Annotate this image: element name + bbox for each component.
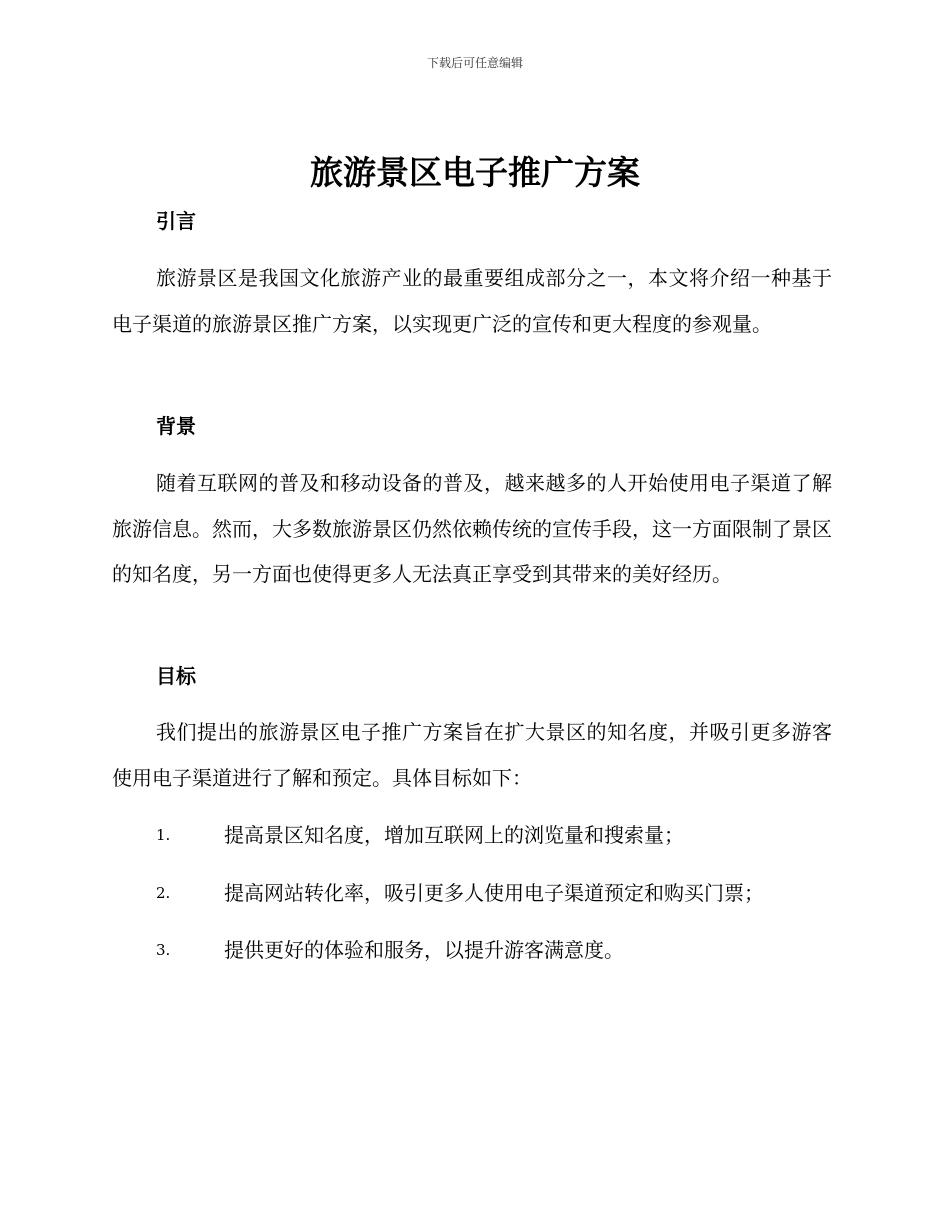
list-item-number: 2. [156, 883, 171, 902]
document-title: 旅游景区电子推广方案 [310, 153, 640, 192]
section-heading-background: 背景 [156, 414, 196, 438]
section-heading-intro: 引言 [156, 209, 196, 233]
list-item [112, 935, 832, 993]
list-item-text: 提高网站转化率，吸引更多人使用电子渠道预定和购买门票； [224, 880, 764, 905]
section-heading-goals: 目标 [156, 664, 196, 688]
header-note: 下载后可任意编辑 [426, 56, 523, 70]
list-item-text: 提高景区知名度，增加互联网上的浏览量和搜索量； [224, 823, 684, 847]
goals-list [112, 820, 832, 993]
section-paragraph-intro: 旅游景区是我国文化旅游产业的最重要组成部分之一，本文将介绍一种基于电子渠道的旅游景区推广方案，以实现更广泛的宣传和更大程度的参观量。 [112, 266, 832, 336]
list-item-text: 提供更好的体验和服务，以提升游客满意度。 [224, 938, 624, 962]
list-item-number: 3. [156, 941, 171, 959]
list-item-number: 1. [156, 826, 171, 844]
section-paragraph-background: 随着互联网的普及和移动设备的普及，越来越多的人开始使用电子渠道了解旅游信息。然而，大多数旅游景区仍然依赖传统的宣传手段，这一方面限制了景区的知名度，另一方面也使得更多人无法真正享受到其带来的美好经历。 [112, 471, 832, 586]
list-item [112, 820, 832, 878]
list-item [112, 878, 832, 936]
section-paragraph-goals: 我们提出的旅游景区电子推广方案旨在扩大景区的知名度，并吸引更多游客使用电子渠道进行了解和预定。具体目标如下： [112, 720, 832, 790]
